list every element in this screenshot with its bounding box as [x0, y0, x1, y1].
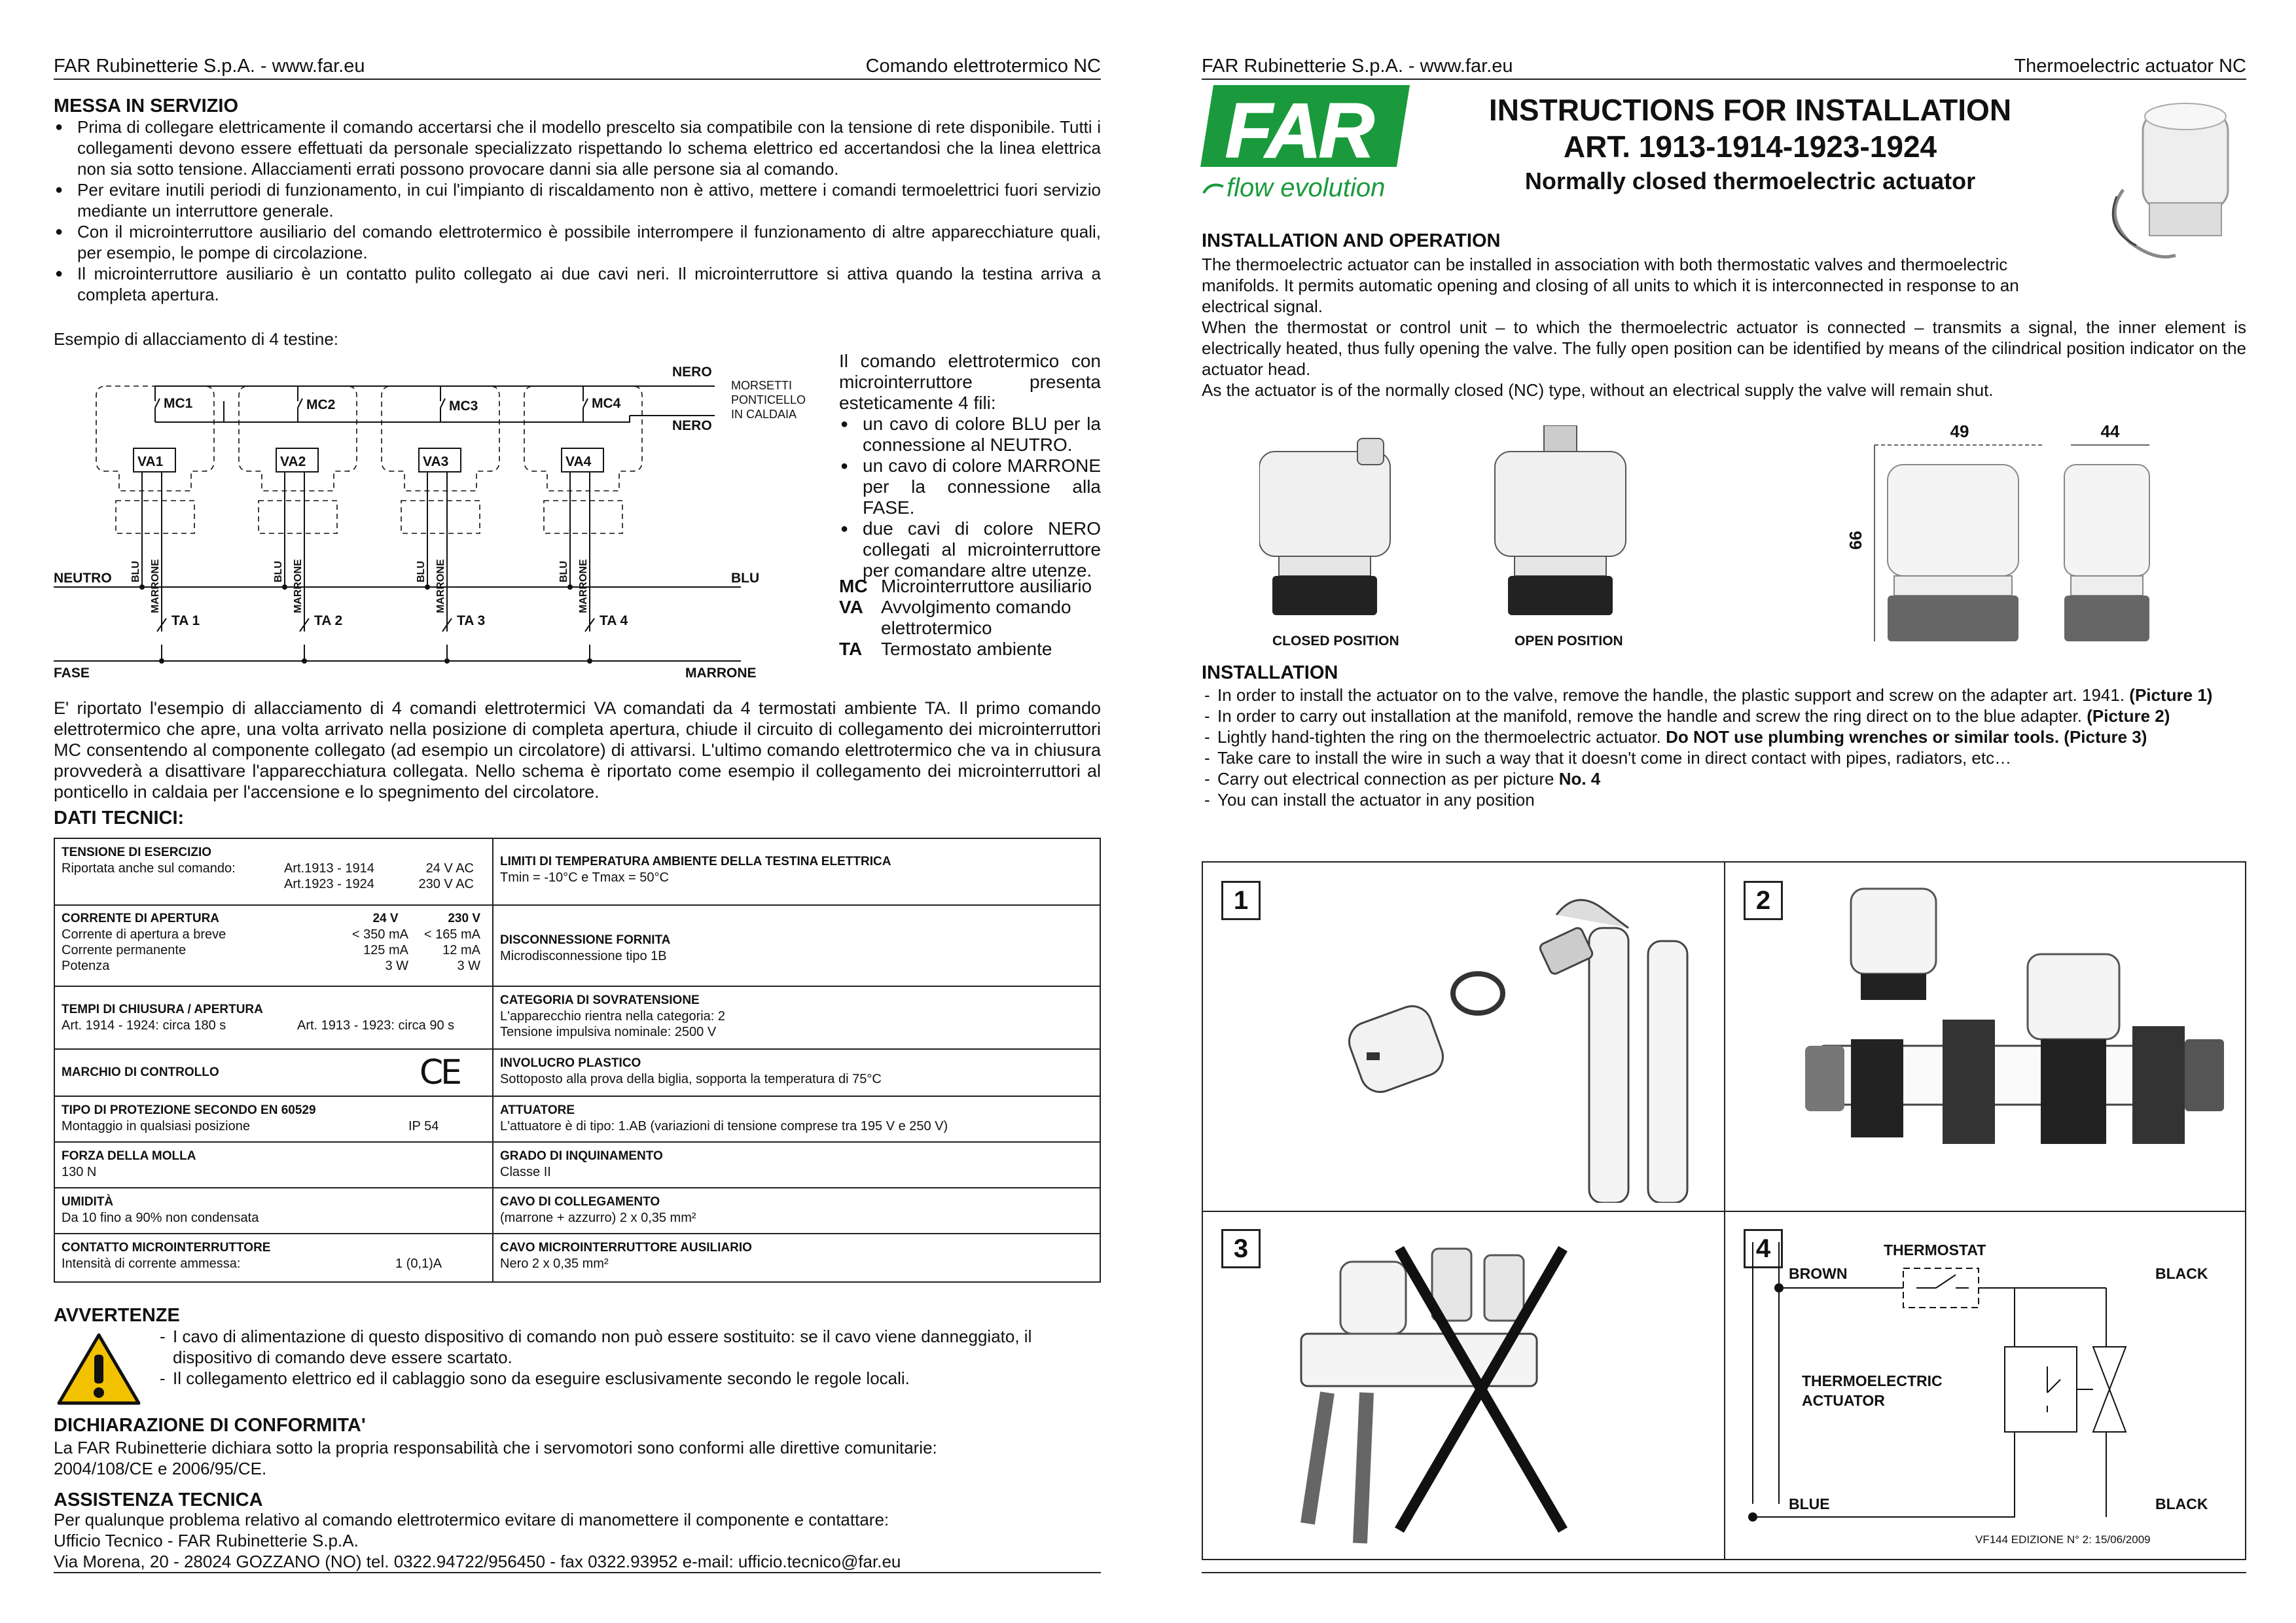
contatto-sub: Intensità di corrente ammessa:	[62, 1257, 241, 1271]
att-value: L'attuatore è di tipo: 1.AB (variazioni di tensione comprese tra 195 V e 250 V)	[500, 1119, 948, 1133]
assistenza-block	[54, 1509, 1101, 1572]
molla-title: FORZA DELLA MOLLA	[62, 1149, 196, 1163]
legend-key: TA	[839, 639, 863, 659]
dati-title: DATI TECNICI:	[54, 808, 185, 829]
corrente-v230: 12 mA	[442, 943, 480, 957]
umid-title: UMIDITÀ	[62, 1195, 114, 1209]
mc-label: MC3	[449, 399, 478, 414]
avvertenze-list	[157, 1326, 1073, 1389]
installation-bold: (Picture 2)	[2087, 706, 2170, 726]
legend-value: Avvolgimento comando elettrotermico	[881, 597, 1071, 638]
right-header	[1202, 54, 2246, 80]
fili-item: ● un cavo di colore MARRONE per la connessione alla FASE.	[839, 455, 1101, 518]
limiti-title: LIMITI DI TEMPERATURA AMBIENTE DELLA TESTINA ELETTRICA	[500, 855, 891, 868]
dichiarazione-title: DICHIARAZIONE DI CONFORMITA'	[54, 1415, 366, 1436]
dimension-drawing	[1846, 425, 2149, 641]
cavomicro-title: CAVO MICROINTERRUTTORE AUSILIARIO	[500, 1241, 752, 1255]
installation-bold: (Picture 1)	[2129, 685, 2213, 705]
picture-3-number: 3	[1221, 1229, 1261, 1268]
tempi-cell	[55, 987, 493, 1048]
fili-description	[839, 351, 1101, 581]
messa-title: MESSA IN SERVIZIO	[54, 96, 238, 116]
dimension-width-1: 49	[1950, 425, 1969, 441]
marrone-label: MARRONE	[685, 666, 757, 681]
installation-text: Carry out electrical connection as per picture	[1217, 769, 1559, 789]
legend-value: Termostato ambiente	[881, 639, 1052, 659]
tech-data-table	[54, 838, 1101, 1283]
va-label: VA3	[423, 454, 449, 469]
installation-text: In order to install the actuator on to the valve, remove the handle, the plastic support and screw on the adapter art. 1941.	[1217, 685, 2130, 705]
marchio-title: MARCHIO DI CONTROLLO	[62, 1065, 219, 1079]
inst-op-title: INSTALLATION AND OPERATION	[1202, 230, 1501, 251]
cavomicro-value: Nero 2 x 0,35 mm²	[500, 1257, 609, 1271]
installation-item	[1202, 726, 2246, 747]
open-position-label: OPEN POSITION	[1515, 633, 1623, 649]
attuatore-cell	[493, 1097, 1100, 1141]
corrente-h1: 24 V	[372, 912, 399, 925]
installation-text: You can install the actuator in any position	[1217, 790, 1535, 810]
far-logo	[1200, 85, 1410, 203]
tensione-value: 24 V AC	[425, 861, 474, 876]
marrone-wire-label: MARRONE	[578, 559, 589, 613]
right-footer-rule	[1202, 1572, 2246, 1573]
installation-bold: Do NOT use plumbing wrenches or similar tools. (Picture 3)	[1666, 727, 2147, 747]
open-actuator	[1495, 425, 1626, 615]
edition-label: VF144 EDIZIONE N° 2: 15/06/2009	[1975, 1533, 2151, 1546]
picture-1-number: 1	[1221, 881, 1261, 920]
protezione-cell	[55, 1097, 493, 1141]
example-text: E' riportato l'esempio di allacciamento di 4 comandi elettrotermici VA comandati da 4 termostati ambiente TA. Il primo comando elettrotermico che apre, una volta arrivato nella posizione di completa apertura, chiude il circuito di collegamento dei microinterruttori MC consentendo al componente collegato (ad esempio un circolatore) di attivarsi. L'ultimo comando elettrotermico che va in chiusura provvederà a disattivare l'apparecchiatura collegata. Nello schema è riportato come esempio il collegamento dei microinterruttori al ponticello in caldaia per l'accensione e lo spegnimento del circolatore.	[54, 698, 1101, 802]
right-header-company: FAR Rubinetterie S.p.A. - www.far.eu	[1202, 56, 1513, 77]
installation-item	[1202, 685, 2246, 705]
messa-list	[54, 116, 1101, 305]
contatto-cell	[55, 1234, 493, 1281]
corrente-label: Corrente di apertura a breve	[62, 927, 226, 942]
blu-wire-label: BLU	[416, 561, 427, 582]
va-label: VA2	[280, 454, 306, 469]
subtitle: Normally closed thermoelectric actuator	[1524, 168, 1976, 194]
tensione-value: 230 V AC	[418, 877, 474, 891]
corrente-v230: 3 W	[457, 959, 480, 973]
cavo-cell	[493, 1188, 1100, 1233]
messa-item: ● Per evitare inutili periodi di funzionamento, in cui l'impianto di riscaldamento non è attivo, mettere i comandi termoelettrici fuori servizio mediante un interruttore generale.	[54, 179, 1101, 221]
mc-label: MC4	[592, 396, 621, 411]
messa-item: ● Prima di collegare elettricamente il comando accertarsi che il modello prescelto sia compatibile con la tensione di rete disponibile. Tutti i collegamenti devono essere effettuati da personale specializzato rispettando lo schema elettrico ed accertandosi che la linea elettrica non sia sotto tensione. Allacciamenti errati possono provocare danni sia alle persone sia al comando.	[54, 116, 1101, 179]
avvertenze-item: - Il collegamento elettrico ed il cablaggio sono da eseguire esclusivamente secondo le regole locali.	[157, 1368, 1073, 1389]
installation-text: In order to carry out installation at the manifold, remove the handle and screw the ring direct on to the blue adapter.	[1217, 706, 2087, 726]
closed-position-label: CLOSED POSITION	[1272, 633, 1399, 649]
cavo-title: CAVO DI COLLEGAMENTO	[500, 1195, 660, 1209]
invol-title: INVOLUCRO PLASTICO	[500, 1056, 641, 1070]
umid-value: Da 10 fino a 90% non condensata	[62, 1211, 259, 1225]
tempi-b: Art. 1913 - 1923: circa 90 s	[297, 1018, 455, 1033]
umidita-cell	[55, 1188, 493, 1233]
dimension-width-2: 44	[2100, 425, 2120, 441]
legend-key: MC	[839, 576, 868, 596]
mc-label: MC1	[164, 396, 193, 411]
black-label: BLACK	[2155, 1265, 2208, 1282]
corrente-title: CORRENTE DI APERTURA	[62, 912, 220, 925]
closed-actuator	[1259, 438, 1390, 615]
marchio-cell	[55, 1050, 493, 1096]
brown-label: BROWN	[1789, 1265, 1848, 1282]
pictures-grid	[1202, 861, 2246, 1560]
nero-label: NERO	[672, 418, 712, 433]
blu-label: BLU	[731, 571, 760, 586]
fase-label: FASE	[54, 666, 90, 681]
marrone-wire-label: MARRONE	[293, 559, 304, 613]
molla-cell	[55, 1143, 493, 1187]
picture-2-drawing	[1792, 876, 2237, 1203]
dichiarazione-text: La FAR Rubinetterie dichiara sotto la propria responsabilità che i servomotori sono conformi alle direttive comunitarie: 2004/108/CE e 2006/95/CE.	[54, 1438, 937, 1478]
cat-title: CATEGORIA DI SOVRATENSIONE	[500, 993, 700, 1007]
actuator-label: THERMOELECTRIC	[1802, 1372, 1943, 1389]
ce-mark: CE	[419, 1053, 459, 1092]
picture-1-drawing	[1282, 876, 1713, 1203]
cavo-value: (marrone + azzurro) 2 x 0,35 mm²	[500, 1211, 696, 1225]
installation-item	[1202, 789, 2246, 810]
tensione-title: TENSIONE DI ESERCIZIO	[62, 846, 212, 859]
avvertenze-item: - I cavo di alimentazione di questo dispositivo di comando non può essere sostituito: se il cavo viene danneggiato, il dispositivo di comando deve essere scartato.	[157, 1326, 1073, 1368]
nero-label: NERO	[672, 365, 712, 380]
prot-sub: Montaggio in qualsiasi posizione	[62, 1119, 250, 1133]
inquinamento-cell	[493, 1143, 1100, 1187]
blu-wire-label: BLU	[558, 561, 569, 582]
article-title: ART. 1913-1914-1923-1924	[1563, 130, 1937, 164]
ta-label: TA 2	[314, 613, 343, 628]
molla-value: 130 N	[62, 1165, 97, 1179]
installation-list	[1202, 685, 2246, 810]
inst-op-p1: The thermoelectric actuator can be installed in association with both thermostatic valves and thermoelectric manifolds. It permits automatic opening and closing of all units to which it is interconnected in response to an electrical signal.	[1202, 255, 2019, 316]
left-header-product: Comando elettrotermico NC	[865, 56, 1101, 77]
assistenza-line: Per qualunque problema relativo al comando elettrotermico evitare di manomettere il componente e contattare:	[54, 1510, 889, 1529]
ta-label: TA 1	[171, 613, 200, 628]
inq-value: Classe II	[500, 1165, 551, 1179]
actuator-label: ACTUATOR	[1802, 1392, 1885, 1409]
neutro-label: NEUTRO	[54, 571, 112, 586]
installation-item	[1202, 768, 2246, 789]
cat-v1: L'apparecchio rientra nella categoria: 2	[500, 1009, 726, 1024]
tempi-a: Art. 1914 - 1924: circa 180 s	[62, 1018, 226, 1033]
picture-2-number: 2	[1744, 881, 1783, 920]
inst-op-p2: When the thermostat or control unit – to which the thermoelectric actuator is connected – transmits a signal, the inner element is electrically heated, thus fully opening the valve. The fully open position can be identified by means of the cilindrical position indicator on the actuator head.	[1202, 317, 2246, 379]
left-header-company: FAR Rubinetterie S.p.A. - www.far.eu	[54, 56, 365, 77]
invol-value: Sottoposto alla prova della biglia, sopporta la temperatura di 75°C	[500, 1072, 882, 1086]
limiti-cell	[493, 839, 1100, 904]
involucro-cell	[493, 1050, 1100, 1096]
assistenza-title: ASSISTENZA TECNICA	[54, 1489, 263, 1510]
limiti-value: Tmin = -10°C e Tmax = 50°C	[500, 870, 669, 885]
cavo-micro-cell	[493, 1234, 1100, 1281]
title-block	[1423, 92, 2077, 198]
morsetti-label: MORSETTI	[731, 379, 792, 392]
corrente-h2: 230 V	[448, 912, 480, 925]
ta-label: TA 3	[457, 613, 486, 628]
inq-title: GRADO DI INQUINAMENTO	[500, 1149, 663, 1163]
corrente-v230: < 165 mA	[423, 927, 480, 942]
marrone-wire-label: MARRONE	[435, 559, 446, 613]
corrente-v24: 3 W	[385, 959, 408, 973]
blu-wire-label: BLU	[273, 561, 284, 582]
installation-title: INSTALLATION	[1202, 662, 1338, 683]
tensione-art: Art.1923 - 1924	[284, 877, 374, 891]
warning-icon	[56, 1332, 141, 1406]
actuator-photo	[2097, 92, 2254, 262]
assistenza-line: Via Morena, 20 - 28024 GOZZANO (NO) tel. 0322.94722/956450 - fax 0322.93952 e-mail: ufficio.tecnico@far.eu	[54, 1552, 901, 1571]
blue-label: BLUE	[1789, 1495, 1830, 1512]
legend-value: Microinterruttore ausiliario	[881, 576, 1092, 596]
corrente-label: Potenza	[62, 959, 110, 973]
legend	[839, 576, 1114, 660]
messa-item: ● Con il microinterruttore ausiliario del comando elettrotermico è possibile interrompere il funzionamento di altre apparecchiature quali, per esempio, le pompe di circolazione.	[54, 221, 1101, 263]
avvertenze-title: AVVERTENZE	[54, 1305, 180, 1326]
black-label: BLACK	[2155, 1495, 2208, 1512]
att-title: ATTUATORE	[500, 1103, 575, 1117]
far-logo-graphic	[1200, 85, 1410, 203]
dimension-height: 66	[1846, 531, 1865, 550]
categoria-cell	[493, 987, 1100, 1048]
corrente-label: Corrente permanente	[62, 943, 187, 957]
installation-text: Lightly hand-tighten the ring on the thermoelectric actuator.	[1217, 727, 1666, 747]
fili-intro: Il comando elettrotermico con microinterruttore presenta esteticamente 4 fili:	[839, 351, 1101, 413]
right-header-product: Thermoelectric actuator NC	[2014, 56, 2246, 77]
legend-key: VA	[839, 597, 863, 617]
tensione-art: Art.1913 - 1914	[284, 861, 374, 876]
inst-op-p3: As the actuator is of the normally closed (NC) type, without an electrical supply the valve will remain shut.	[1202, 380, 1994, 400]
left-footer-rule	[54, 1572, 1101, 1573]
disc-value: Microdisconnessione tipo 1B	[500, 949, 667, 963]
corrente-v24: < 350 mA	[351, 927, 408, 942]
messa-item: ● Il microinterruttore ausiliario è un contatto pulito collegato ai due cavi neri. Il microinterruttore si attiva quando la testina arriva a completa apertura.	[54, 263, 1101, 305]
tempi-title: TEMPI DI CHIUSURA / APERTURA	[62, 1003, 263, 1016]
installation-bold: No. 4	[1558, 769, 1601, 789]
picture-3-drawing	[1288, 1222, 1707, 1550]
actuator-drawings	[1259, 425, 2228, 661]
disc-title: DISCONNESSIONE FORNITA	[500, 933, 671, 947]
main-title: INSTRUCTIONS FOR INSTALLATION	[1488, 93, 2012, 127]
prot-value: IP 54	[408, 1119, 439, 1133]
thermostat-label: THERMOSTAT	[1884, 1241, 1986, 1258]
morsetti-label: PONTICELLO	[731, 393, 806, 406]
picture-4-wiring	[1727, 1216, 2237, 1556]
fili-item: ● due cavi di colore NERO collegati al microinterruttore per comandare altre utenze.	[839, 518, 1101, 581]
disconnessione-cell	[493, 906, 1100, 986]
logo-tagline: flow evolution	[1227, 173, 1386, 202]
picture-4-number: 4	[1744, 1229, 1783, 1268]
va-label: VA1	[137, 454, 164, 469]
cat-v2: Tensione impulsiva nominale: 2500 V	[500, 1025, 717, 1039]
marrone-wire-label: MARRONE	[150, 559, 161, 613]
esempio-label: Esempio di allacciamento di 4 testine:	[54, 329, 339, 349]
installation-item	[1202, 747, 2246, 768]
tensione-sub: Riportata anche sul comando:	[62, 861, 236, 876]
assistenza-line: Ufficio Tecnico - FAR Rubinetterie S.p.A.	[54, 1531, 359, 1550]
ta-label: TA 4	[600, 613, 628, 628]
va-label: VA4	[565, 454, 592, 469]
fili-item: ● un cavo di colore BLU per la connessione al NEUTRO.	[839, 414, 1101, 455]
left-header	[54, 54, 1101, 80]
installation-item	[1202, 705, 2246, 726]
right-page	[1148, 0, 2296, 1623]
corrente-v24: 125 mA	[363, 943, 408, 957]
morsetti-label: IN CALDAIA	[731, 408, 797, 421]
wiring-diagram-left	[54, 357, 839, 687]
contatto-title: CONTATTO MICROINTERRUTTORE	[62, 1241, 271, 1255]
installation-text: Take care to install the wire in such a way that it doesn't come in direct contact with pipes, radiators, etc…	[1217, 748, 2012, 768]
tensione-cell	[55, 839, 493, 904]
contatto-value: 1 (0,1)A	[395, 1257, 442, 1271]
blu-wire-label: BLU	[130, 561, 141, 582]
prot-title: TIPO DI PROTEZIONE SECONDO EN 60529	[62, 1103, 316, 1117]
mc-label: MC2	[306, 397, 336, 412]
corrente-cell	[55, 906, 493, 986]
logo-text: FAR	[1225, 88, 1372, 174]
